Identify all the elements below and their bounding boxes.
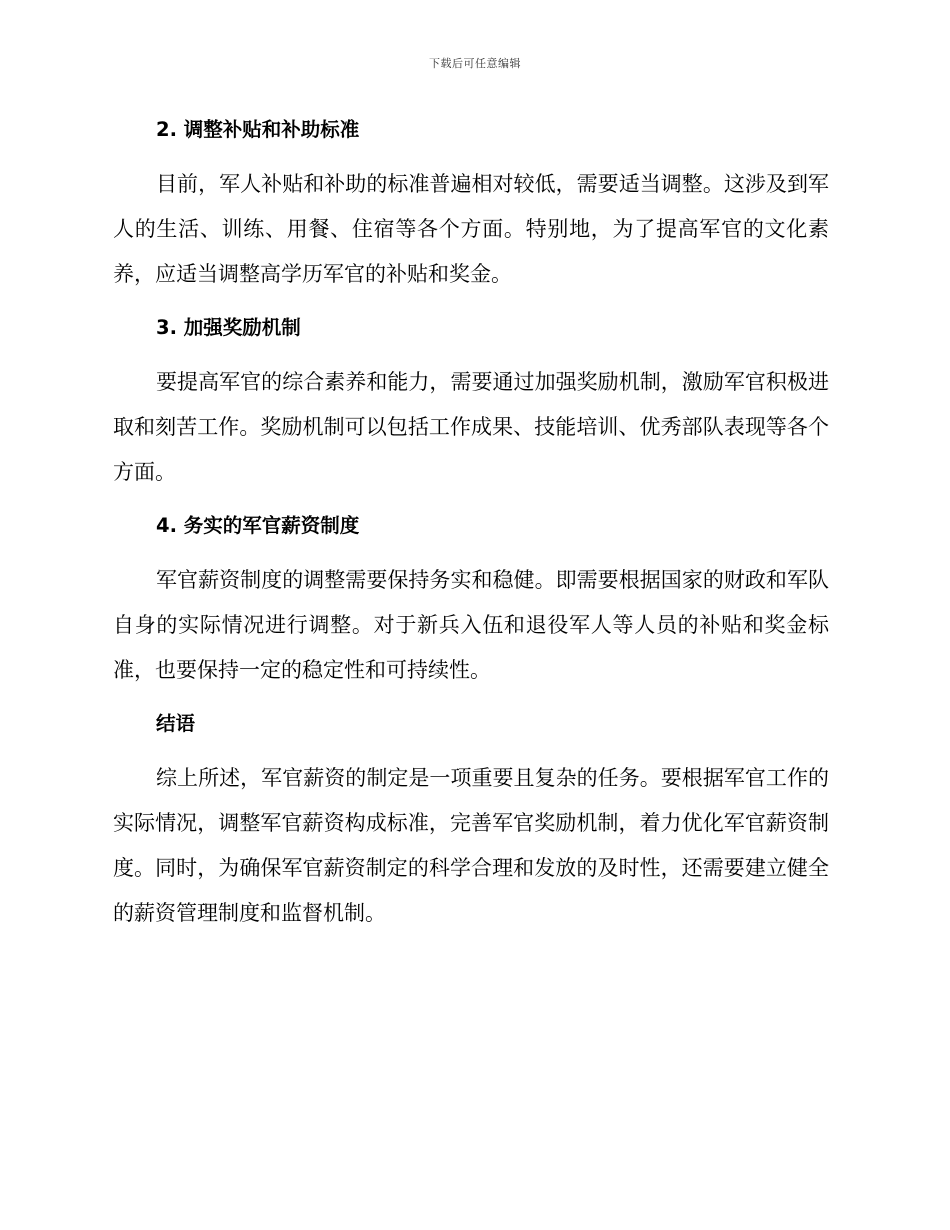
- section-paragraph: 军官薪资制度的调整需要保持务实和稳健。即需要根据国家的财政和军队自身的实际情况进行调整。对于新兵入伍和退役军人等人员的补贴和奖金标准，也要保持一定的稳定性和可持续性。: [113, 568, 829, 682]
- section-reward-mechanism: [113, 311, 829, 509]
- page-header: 下载后可任意编辑: [429, 57, 521, 70]
- section-salary-system: [113, 509, 829, 707]
- section-paragraph: 要提高军官的综合素养和能力，需要通过加强奖励机制，激励军官积极进取和刻苦工作。奖励机制可以包括工作成果、技能培训、优秀部队表现等各个方面。: [113, 370, 829, 484]
- section-conclusion: [113, 707, 829, 936]
- section-heading: 结语: [156, 712, 196, 735]
- document-body: [113, 113, 829, 936]
- section-paragraph: 综上所述，军官薪资的制定是一项重要且复杂的任务。要根据军官工作的实际情况，调整军官薪资构成标准，完善军官奖励机制，着力优化军官薪资制度。同时，为确保军官薪资制定的科学合理和发放的及时性，还需要建立健全的薪资管理制度和监督机制。: [113, 766, 829, 925]
- section-subsidy-standards: [113, 113, 829, 311]
- section-heading: 3. 加强奖励机制: [156, 316, 301, 339]
- section-heading: 2. 调整补贴和补助标准: [156, 118, 360, 141]
- section-heading: 4. 务实的军官薪资制度: [156, 514, 360, 537]
- section-paragraph: 目前，军人补贴和补助的标准普遍相对较低，需要适当调整。这涉及到军人的生活、训练、用餐、住宿等各个方面。特别地，为了提高军官的文化素养，应适当调整高学历军官的补贴和奖金。: [113, 172, 829, 286]
